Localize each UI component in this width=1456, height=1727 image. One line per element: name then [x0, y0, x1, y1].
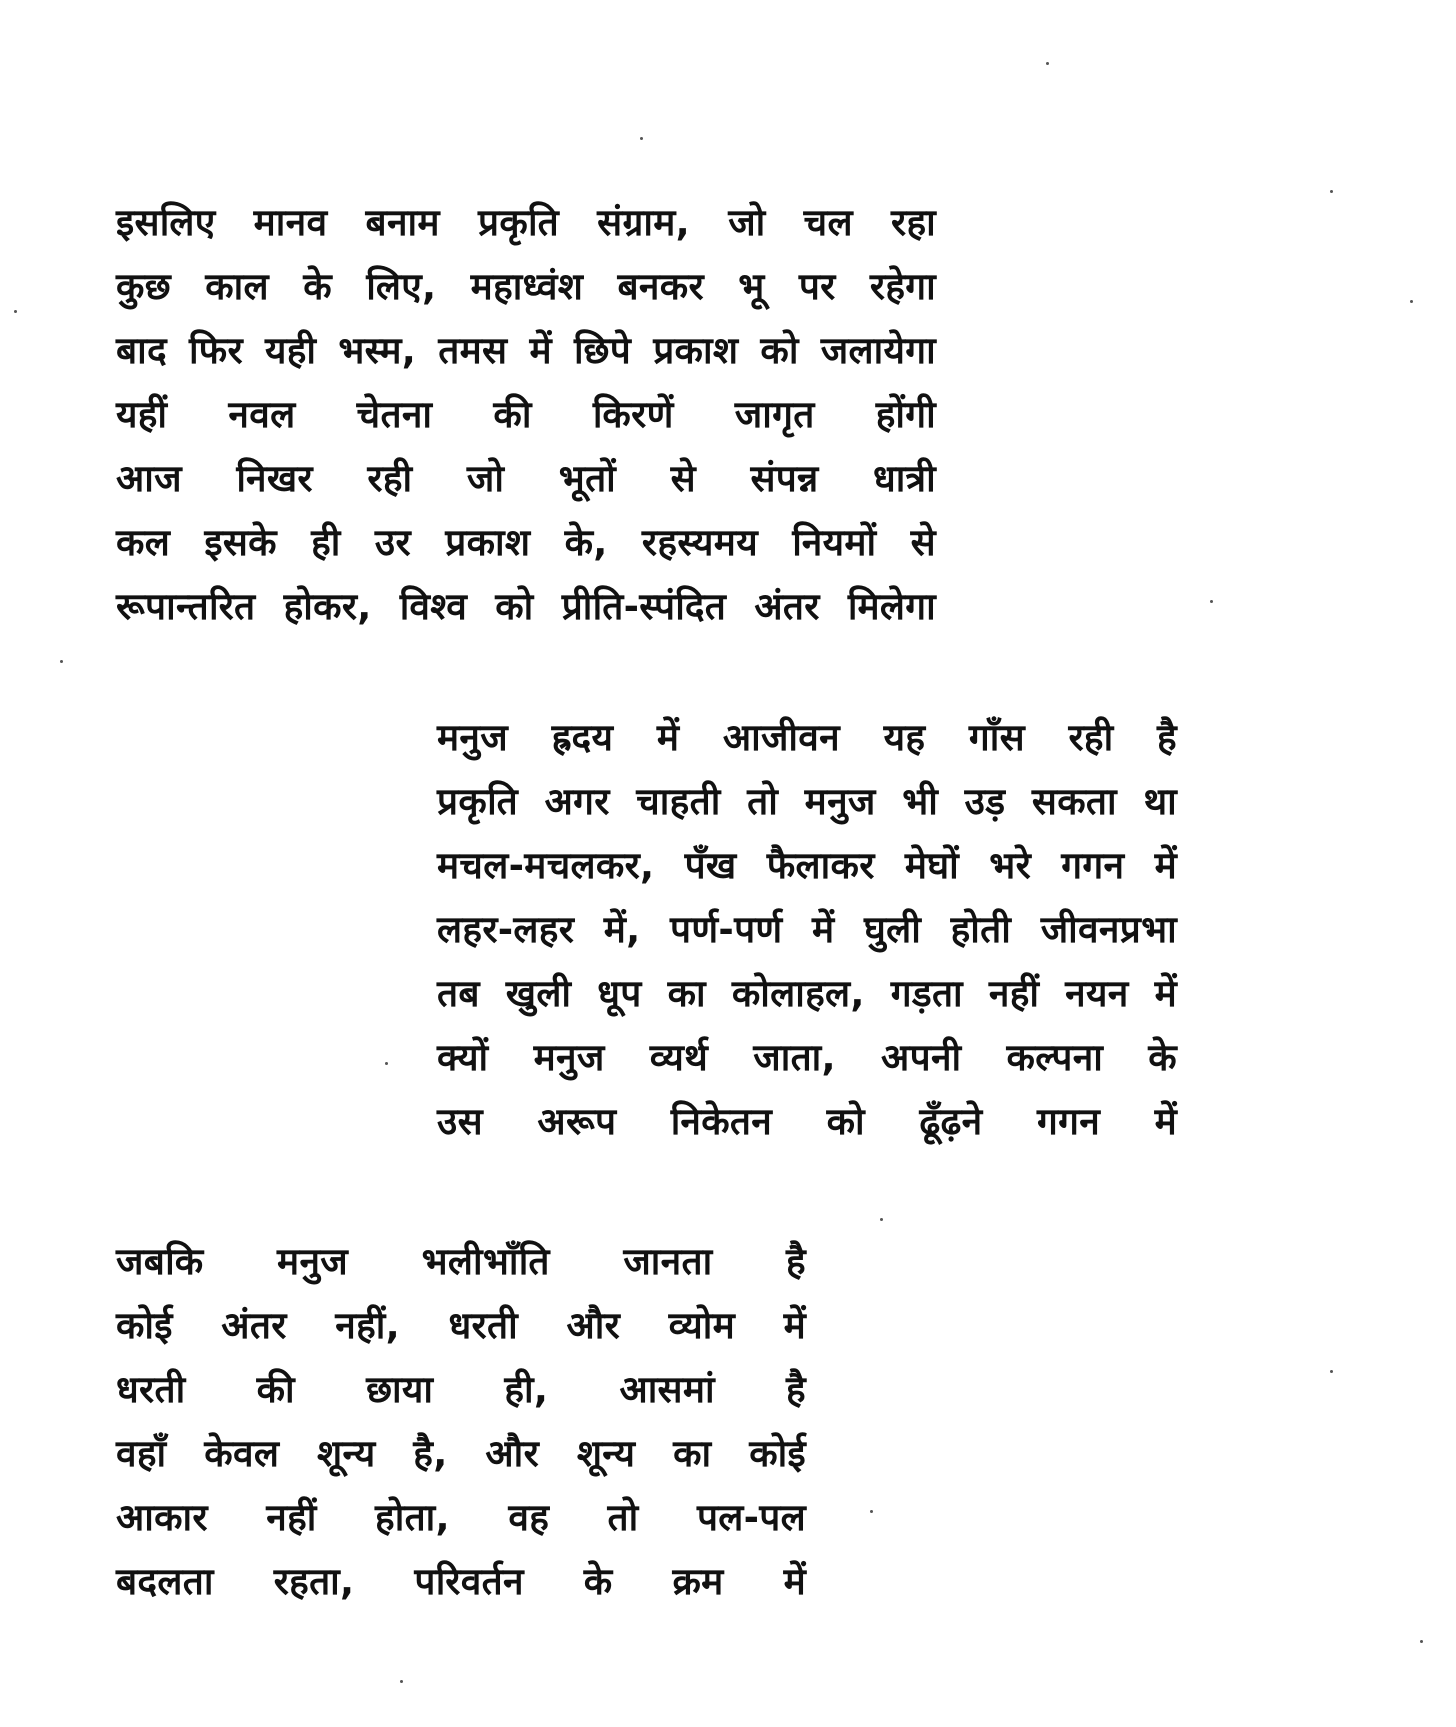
scan-speck — [1420, 1640, 1423, 1643]
poem-line: उस अरूप निकेतन को ढूँढ़ने गगन में — [437, 1100, 1177, 1143]
scan-speck — [14, 310, 17, 313]
scan-speck — [1330, 190, 1333, 193]
stanza-1 — [116, 191, 936, 639]
poem-line: रूपान्तरित होकर, विश्व को प्रीति-स्पंदित अंतर मिलेगा — [116, 585, 936, 628]
scan-speck — [1410, 300, 1413, 303]
poem-line: यहीं नवल चेतना की किरणें जागृत होंगी — [116, 393, 936, 436]
scan-speck — [870, 1510, 873, 1513]
poem-line: मनुज ह्रदय में आजीवन यह गाँस रही है — [437, 716, 1177, 759]
poem-line: तब खुली धूप का कोलाहल, गड़ता नहीं नयन में — [437, 972, 1177, 1015]
poem-line: क्यों मनुज व्यर्थ जाता, अपनी कल्पना के — [437, 1036, 1177, 1079]
scan-speck — [385, 1062, 388, 1065]
scan-speck — [640, 137, 643, 140]
poem-line: कल इसके ही उर प्रकाश के, रहस्यमय नियमों से — [116, 521, 936, 564]
poem-line: बदलता रहता, परिवर्तन के क्रम में — [116, 1560, 806, 1603]
stanza-3 — [116, 1230, 806, 1614]
poem-line: आज निखर रही जो भूतों से संपन्न धात्री — [116, 457, 936, 500]
poem-line: मचल-मचलकर, पँख फैलाकर मेघों भरे गगन में — [437, 844, 1177, 887]
scan-speck — [1210, 600, 1213, 603]
poem-line: कोई अंतर नहीं, धरती और व्योम में — [116, 1304, 806, 1347]
poem-line: इसलिए मानव बनाम प्रकृति संग्राम, जो चल रहा — [116, 201, 936, 244]
scan-speck — [60, 660, 63, 663]
poem-line: बाद फिर यही भस्म, तमस में छिपे प्रकाश को जलायेगा — [116, 329, 936, 372]
scan-speck — [400, 1680, 403, 1683]
stanza-2 — [437, 706, 1177, 1154]
scan-speck — [880, 1218, 883, 1221]
poem-line: कुछ काल के लिए, महाध्वंश बनकर भू पर रहेगा — [116, 265, 936, 308]
poem-line: आकार नहीं होता, वह तो पल-पल — [116, 1496, 806, 1539]
poem-line: जबकि मनुज भलीभाँति जानता है — [116, 1240, 806, 1283]
scan-speck — [1330, 1370, 1333, 1373]
poem-line: लहर-लहर में, पर्ण-पर्ण में घुली होती जीवनप्रभा — [437, 908, 1177, 951]
poem-line: वहाँ केवल शून्य है, और शून्य का कोई — [116, 1432, 806, 1475]
scan-speck — [1046, 62, 1049, 65]
poem-line: प्रकृति अगर चाहती तो मनुज भी उड़ सकता था — [437, 780, 1177, 823]
poem-line: धरती की छाया ही, आसमां है — [116, 1368, 806, 1411]
